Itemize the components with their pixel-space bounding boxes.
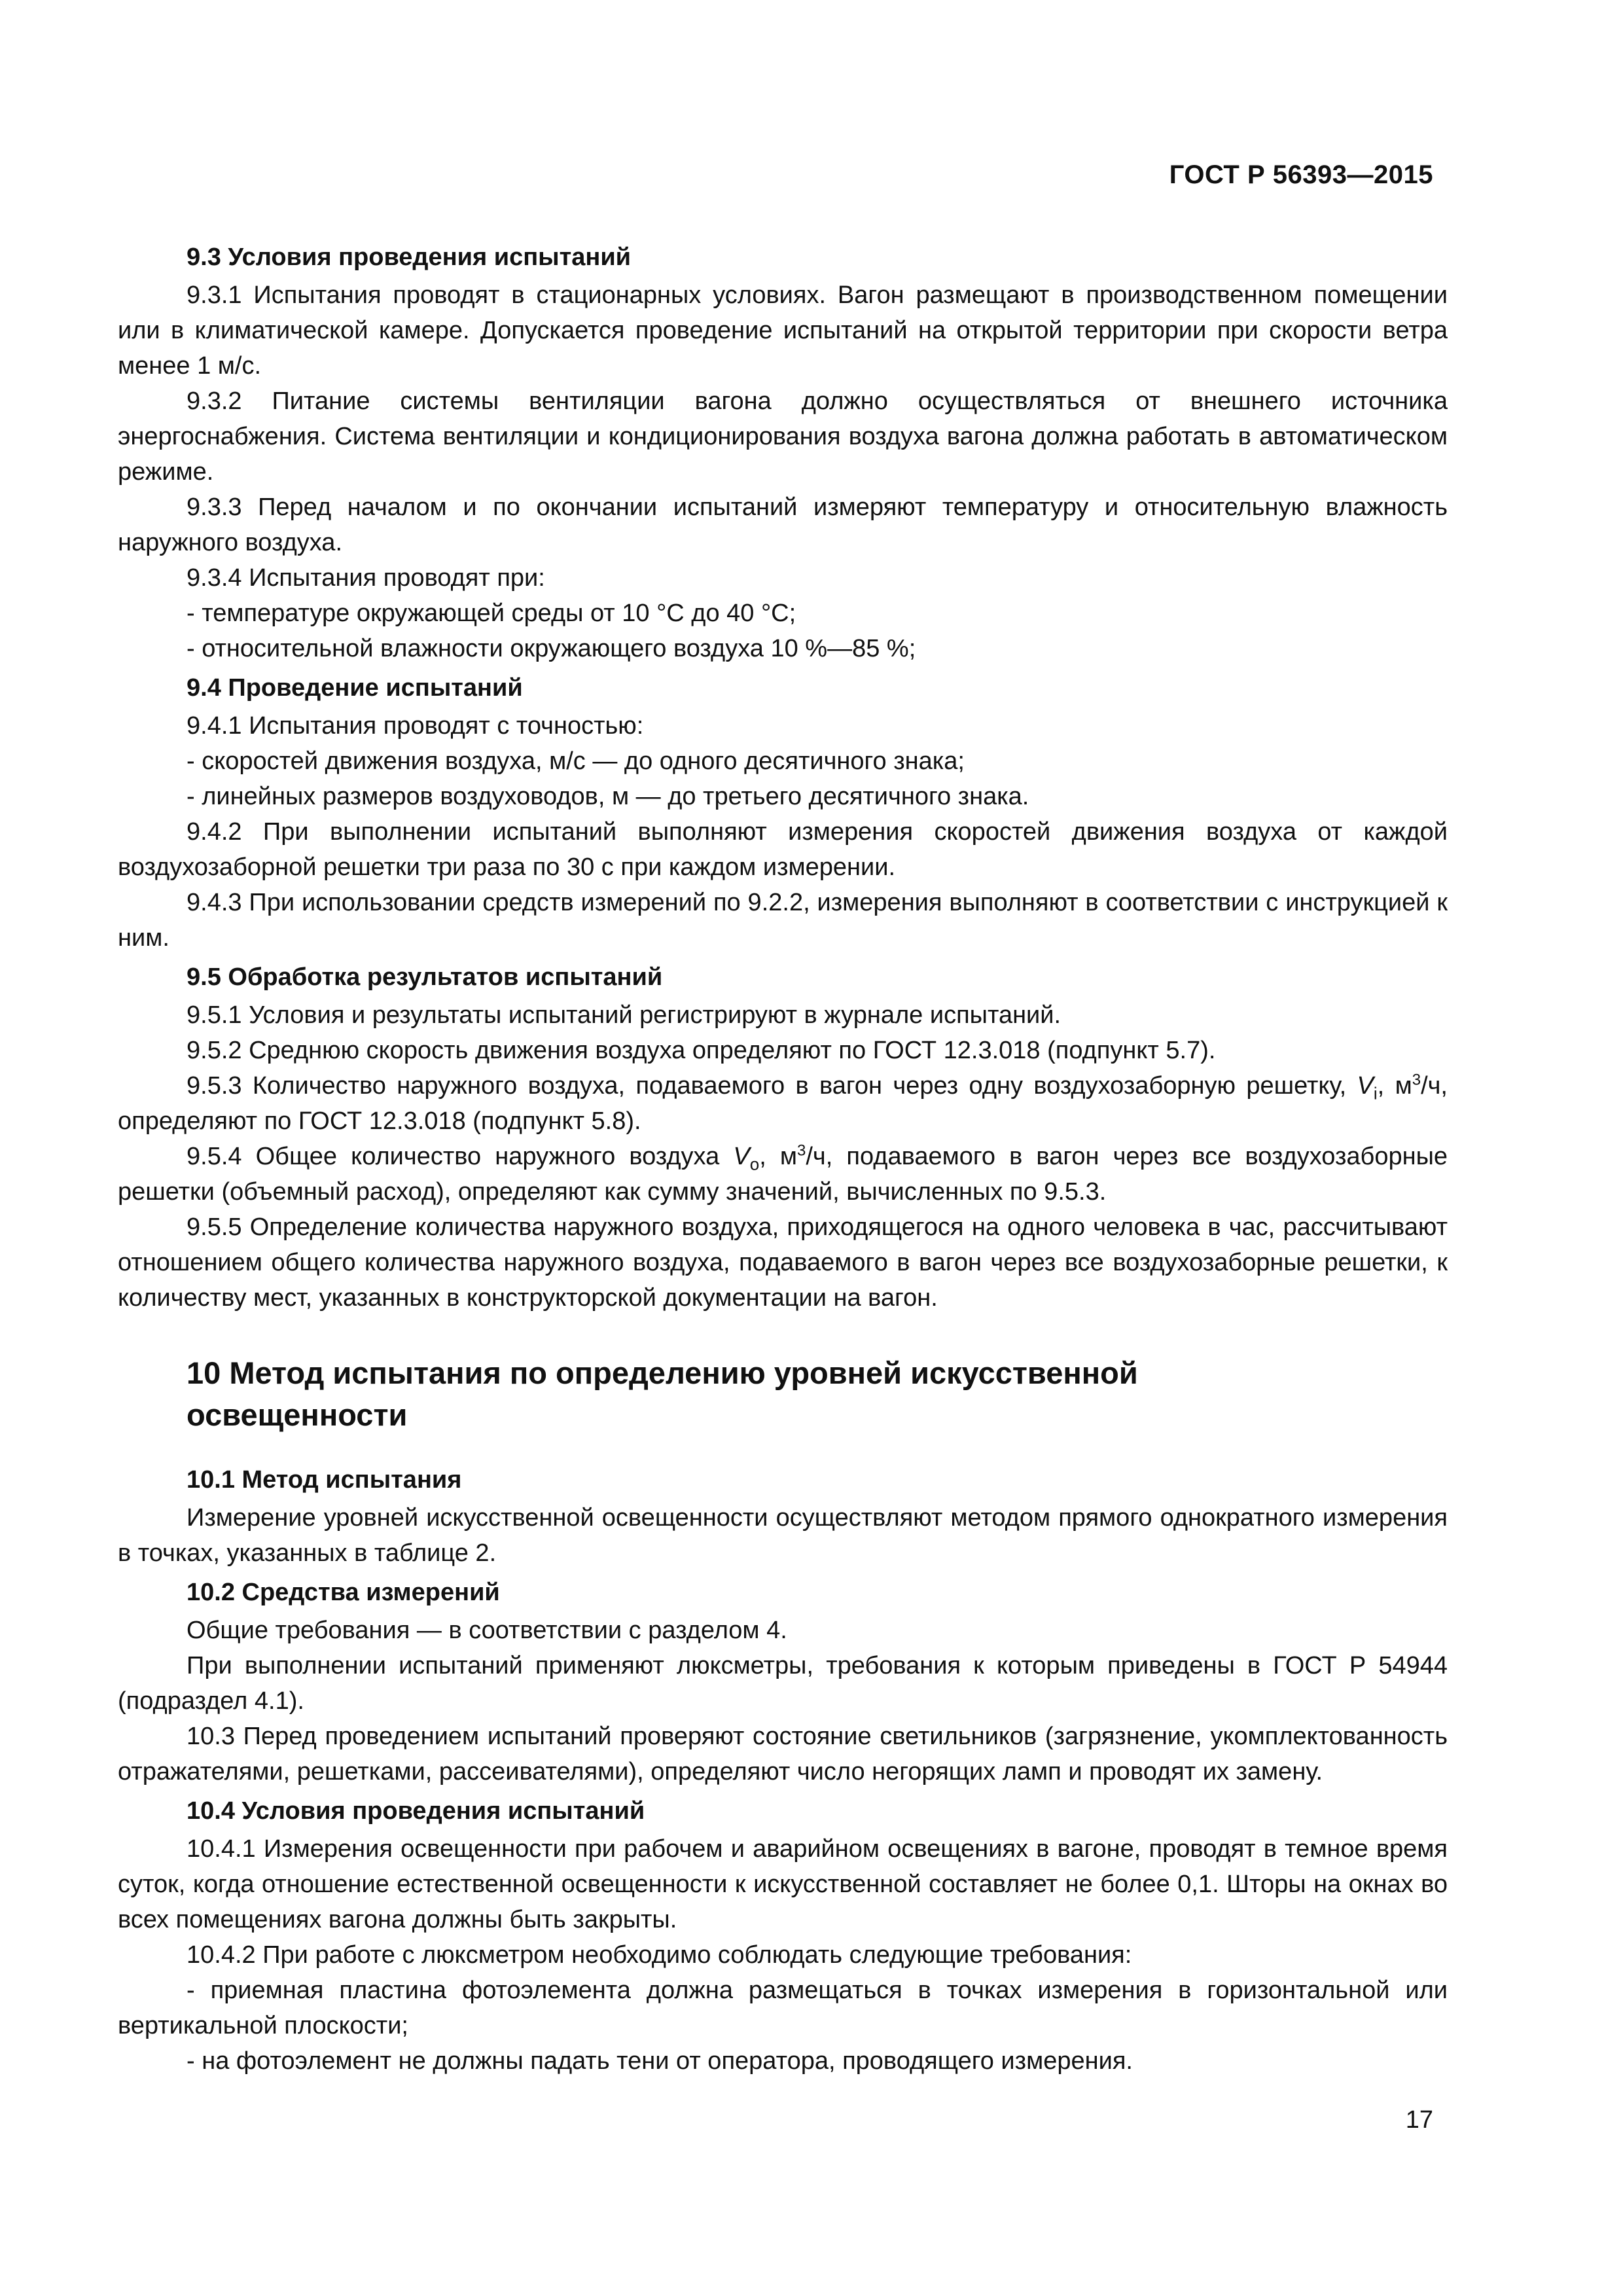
paragraph-10-2-luxmeters: При выполнении испытаний применяют люксметры, требования к которым приведены в ГОСТ Р 54944 (подраздел 4.1). xyxy=(118,1652,1448,1715)
paragraph-9-3-4: 9.3.4 Испытания проводят при: xyxy=(187,564,545,592)
section-10-2-title: 10.2 Средства измерений xyxy=(187,1579,500,1606)
paragraph-9-5-4-text-b: , м xyxy=(759,1143,798,1170)
paragraph-10-3: 10.3 Перед проведением испытаний проверяют состояние светильников (загрязнение, укомплектованность отражателями, решетками, рассеивателями), определяют число негорящих ламп и проводят их замену. xyxy=(118,1723,1448,1785)
document-id-header: ГОСТ Р 56393—2015 xyxy=(1169,160,1433,189)
superscript-3: 3 xyxy=(797,1141,806,1160)
paragraph-9-4-3: 9.4.3 При использовании средств измерений по 9.2.2, измерения выполняют в соответствии с инструкцией к ним. xyxy=(118,889,1448,952)
paragraph-10-1: Измерение уровней искусственной освещенности осуществляют методом прямого однократного измерения в точках, указанных в таблице 2. xyxy=(118,1504,1448,1567)
subscript-i: i xyxy=(1373,1083,1378,1103)
page-number: 17 xyxy=(1405,2106,1433,2134)
paragraph-9-5-4-text-a: 9.5.4 Общее количество наружного воздуха xyxy=(187,1143,720,1170)
section-10-title-line-1: 10 Метод испытания по определению уровней искусственной xyxy=(187,1355,1138,1390)
section-9-4-title: 9.4 Проведение испытаний xyxy=(187,674,523,702)
paragraph-9-5-1: 9.5.1 Условия и результаты испытаний регистрируют в журнале испытаний. xyxy=(187,1001,1061,1029)
paragraph-9-3-2: 9.3.2 Питание системы вентиляции вагона должно осуществляться от внешнего источника энергоснабжения. Система вентиляции и кондиционирования воздуха вагона должна работать в автоматическом режиме. xyxy=(118,387,1448,486)
list-item-air-speed: - скоростей движения воздуха, м/с — до одного десятичного знака; xyxy=(187,747,965,775)
document-body xyxy=(118,236,1448,2079)
list-item-temperature: - температуре окружающей среды от 10 °С до 40 °С; xyxy=(187,600,796,627)
paragraph-9-5-4-text-c: /ч, подаваемого в вагон через все воздухозаборные решетки (объемный расход), определяют как сумму значений, вычисленных по 9.5.3. xyxy=(118,1143,1448,1206)
paragraph-9-5-3-text-a: 9.5.3 Количество наружного воздуха, подаваемого в вагон через одну воздухозаборную решетку, xyxy=(187,1072,1347,1100)
section-9-5-title: 9.5 Обработка результатов испытаний xyxy=(187,963,663,991)
paragraph-9-5-3 xyxy=(118,1068,1448,1139)
section-9-3-title: 9.3 Условия проведения испытаний xyxy=(187,243,632,271)
paragraph-9-5-4 xyxy=(118,1139,1448,1210)
paragraph-9-3-3: 9.3.3 Перед началом и по окончании испытаний измеряют температуру и относительную влажность наружного воздуха. xyxy=(118,493,1448,556)
section-10-title-line-2: освещенности xyxy=(187,1397,408,1432)
superscript-3: 3 xyxy=(1412,1071,1421,1089)
paragraph-9-4-1: 9.4.1 Испытания проводят с точностью: xyxy=(187,712,644,740)
paragraph-10-4-1: 10.4.1 Измерения освещенности при рабочем и аварийном освещениях в вагоне, проводят в темное время суток, когда отношение естественной освещенности к искусственной составляет не более 0,1. Шторы на окнах во всех помещениях вагона должны быть закрыты. xyxy=(118,1835,1448,1933)
paragraph-9-4-2: 9.4.2 При выполнении испытаний выполняют измерения скоростей движения воздуха от каждой воздухозаборной решетки три раза по 30 с при каждом измерении. xyxy=(118,818,1448,881)
variable-v: V xyxy=(1357,1072,1374,1100)
list-item-duct-size: - линейных размеров воздуховодов, м — до третьего десятичного знака. xyxy=(187,783,1029,810)
list-item-photocell-plate: - приемная пластина фотоэлемента должна размещаться в точках измерения в горизонтальной или вертикальной плоскости; xyxy=(118,1977,1448,2039)
section-10-title xyxy=(118,1352,1448,1436)
paragraph-9-3-1: 9.3.1 Испытания проводят в стационарных условиях. Вагон размещают в производственном помещении или в климатической камере. Допускается проведение испытаний на открытой территории при скорости ветра менее 1 м/с. xyxy=(118,281,1448,380)
paragraph-9-5-5: 9.5.5 Определение количества наружного воздуха, приходящегося на одного человека в час, рассчитывают отношением общего количества наружного воздуха, подаваемого в вагон через все воздухозаборные решетки, к количеству мест, указанных в конструкторской документации на вагон. xyxy=(118,1213,1448,1312)
paragraph-9-5-2: 9.5.2 Среднюю скорость движения воздуха определяют по ГОСТ 12.3.018 (подпункт 5.7). xyxy=(187,1037,1216,1064)
paragraph-10-2-general: Общие требования — в соответствии с разделом 4. xyxy=(187,1617,787,1644)
list-item-no-shadow: - на фотоэлемент не должны падать тени от оператора, проводящего измерения. xyxy=(187,2047,1133,2075)
variable-v: V xyxy=(733,1143,750,1170)
paragraph-9-5-3-text-b: , м xyxy=(1377,1072,1412,1100)
subscript-o: o xyxy=(749,1154,760,1174)
paragraph-9-5-3-text-c: /ч, определяют по ГОСТ 12.3.018 (подпункт 5.8). xyxy=(118,1072,1448,1135)
section-10-4-title: 10.4 Условия проведения испытаний xyxy=(187,1797,645,1825)
paragraph-10-4-2: 10.4.2 При работе с люксметром необходимо соблюдать следующие требования: xyxy=(187,1941,1132,1969)
list-item-humidity: - относительной влажности окружающего воздуха 10 %—85 %; xyxy=(187,635,916,662)
section-10-1-title: 10.1 Метод испытания xyxy=(187,1466,462,1494)
